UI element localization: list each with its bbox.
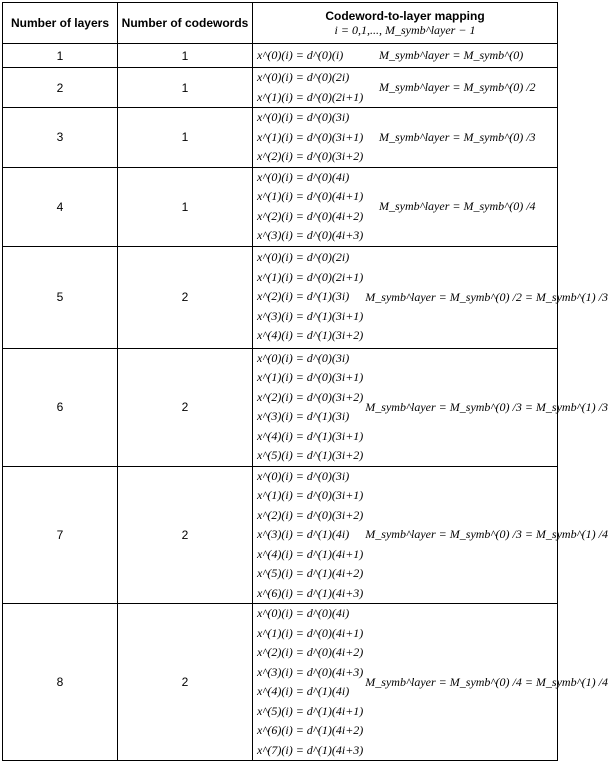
mapping-equation: x^(3)(i) = d^(1)(3i+1) xyxy=(257,308,364,323)
mapping-equation: x^(0)(i) = d^(0)(3i) xyxy=(257,110,350,124)
mapping-equation: x^(2)(i) = d^(0)(4i+2) xyxy=(257,645,364,659)
cell-mapping xyxy=(253,466,608,604)
mapping-wrapper xyxy=(253,168,557,246)
mapping-equation: x^(4)(i) = d^(1)(3i+2) xyxy=(257,328,364,343)
cell-number-of-layers: 5 xyxy=(3,246,118,348)
table-row xyxy=(3,44,558,68)
mapping-equation: x^(1)(i) = d^(0)(4i+1) xyxy=(257,625,364,640)
mapping-wrapper xyxy=(253,248,608,346)
codeword-to-layer-mapping-table xyxy=(2,2,608,761)
header-mapping-title: Codeword-to-layer mapping xyxy=(325,9,485,23)
equation-list xyxy=(253,108,377,167)
table-row xyxy=(3,167,558,246)
table-header-row xyxy=(3,3,558,44)
mapping-equation: x^(4)(i) = d^(1)(4i+1) xyxy=(257,546,364,561)
table-body xyxy=(3,44,608,761)
cell-number-of-codewords: 2 xyxy=(118,466,253,604)
mapping-equation: x^(1)(i) = d^(0)(2i+1) xyxy=(257,269,364,284)
mapping-equation: x^(0)(i) = d^(0)(3i) xyxy=(257,468,350,483)
cell-number-of-codewords: 1 xyxy=(118,44,253,68)
cell-number-of-codewords: 1 xyxy=(118,167,253,246)
cell-number-of-layers: 8 xyxy=(3,604,118,761)
equation-list xyxy=(253,168,377,246)
symbol-count-relation: M_symb^layer = M_symb^(0) /3 xyxy=(379,129,536,144)
mapping-equation: x^(3)(i) = d^(0)(4i+3) xyxy=(257,664,364,679)
mapping-equation: x^(0)(i) = d^(0)(2i) xyxy=(257,250,350,265)
mapping-equation: x^(1)(i) = d^(0)(3i+1) xyxy=(257,129,364,144)
mapping-wrapper xyxy=(253,349,608,466)
mapping-equation: x^(6)(i) = d^(1)(4i+3) xyxy=(257,585,364,600)
cell-number-of-layers: 3 xyxy=(3,108,118,168)
mapping-equation: x^(4)(i) = d^(1)(4i) xyxy=(257,684,350,698)
mapping-equation: x^(0)(i) = d^(0)(2i) xyxy=(257,70,350,84)
cell-mapping xyxy=(253,108,558,168)
cell-number-of-layers: 7 xyxy=(3,466,118,604)
mapping-wrapper xyxy=(253,604,608,760)
table-row xyxy=(3,246,558,348)
mapping-equation: x^(1)(i) = d^(0)(4i+1) xyxy=(257,189,364,203)
mapping-equation: x^(2)(i) = d^(0)(4i+2) xyxy=(257,208,364,223)
equation-list xyxy=(253,46,377,66)
mapping-equation: x^(1)(i) = d^(0)(3i+1) xyxy=(257,488,364,502)
header-mapping-index-range: i = 0,1,..., M_symb^layer − 1 xyxy=(334,23,476,37)
symbol-count-relation: M_symb^layer = M_symb^(0) /2 = M_symb^(1) /3 xyxy=(365,289,608,304)
mapping-equation: x^(5)(i) = d^(1)(4i+1) xyxy=(257,703,364,718)
table-row xyxy=(3,108,558,168)
cell-mapping xyxy=(253,604,608,761)
cell-mapping xyxy=(253,167,558,246)
symbol-count-relation: M_symb^layer = M_symb^(0) /3 = M_symb^(1) /4 xyxy=(365,527,608,542)
cell-number-of-codewords: 2 xyxy=(118,604,253,761)
table-row xyxy=(3,348,558,466)
mapping-equation: x^(0)(i) = d^(0)(3i) xyxy=(257,350,350,365)
mapping-equation: x^(0)(i) = d^(0)(i) xyxy=(257,47,344,62)
mapping-wrapper xyxy=(253,68,557,107)
equation-list xyxy=(253,349,363,466)
equation-list xyxy=(253,604,363,760)
mapping-equation: x^(2)(i) = d^(0)(3i+2) xyxy=(257,149,364,163)
table-row xyxy=(3,604,558,761)
mapping-equation: x^(0)(i) = d^(0)(4i) xyxy=(257,169,350,184)
mapping-wrapper xyxy=(253,46,557,66)
mapping-equation: x^(5)(i) = d^(1)(3i+2) xyxy=(257,448,364,462)
cell-number-of-layers: 2 xyxy=(3,68,118,108)
table-row xyxy=(3,466,558,604)
mapping-equation: x^(6)(i) = d^(1)(4i+2) xyxy=(257,723,364,737)
mapping-equation: x^(0)(i) = d^(0)(4i) xyxy=(257,606,350,620)
mapping-equation: x^(3)(i) = d^(1)(3i) xyxy=(257,409,350,423)
header-mapping xyxy=(253,3,558,44)
mapping-equation: x^(4)(i) = d^(1)(3i+1) xyxy=(257,428,364,443)
cell-number-of-layers: 6 xyxy=(3,348,118,466)
mapping-equation: x^(2)(i) = d^(1)(3i) xyxy=(257,289,350,304)
symbol-count-relation: M_symb^layer = M_symb^(0) /3 = M_symb^(1) /3 xyxy=(365,399,608,414)
cell-number-of-layers: 4 xyxy=(3,167,118,246)
equation-list xyxy=(253,467,363,604)
mapping-equation: x^(3)(i) = d^(1)(4i) xyxy=(257,527,350,541)
cell-number-of-layers: 1 xyxy=(3,44,118,68)
mapping-equation: x^(7)(i) = d^(1)(4i+3) xyxy=(257,742,364,757)
equation-list xyxy=(253,68,377,107)
cell-mapping xyxy=(253,348,608,466)
symbol-count-relation: M_symb^layer = M_symb^(0) /4 = M_symb^(1) /4 xyxy=(365,674,608,689)
symbol-count-relation: M_symb^layer = M_symb^(0) /2 xyxy=(379,80,536,94)
cell-number-of-codewords: 1 xyxy=(118,108,253,168)
cell-number-of-codewords: 2 xyxy=(118,348,253,466)
mapping-wrapper xyxy=(253,467,608,604)
cell-mapping xyxy=(253,68,558,108)
cell-mapping xyxy=(253,246,608,348)
cell-mapping xyxy=(253,44,558,68)
mapping-equation: x^(2)(i) = d^(0)(3i+2) xyxy=(257,389,364,404)
header-number-of-layers: Number of layers xyxy=(3,3,118,44)
mapping-wrapper xyxy=(253,108,557,167)
equation-list xyxy=(253,248,363,346)
mapping-equation: x^(1)(i) = d^(0)(2i+1) xyxy=(257,89,364,104)
mapping-equation: x^(2)(i) = d^(0)(3i+2) xyxy=(257,507,364,522)
table-row xyxy=(3,68,558,108)
mapping-equation: x^(3)(i) = d^(0)(4i+3) xyxy=(257,228,364,242)
cell-number-of-codewords: 2 xyxy=(118,246,253,348)
header-number-of-codewords: Number of codewords xyxy=(118,3,253,44)
symbol-count-relation: M_symb^layer = M_symb^(0) /4 xyxy=(379,199,536,213)
cell-number-of-codewords: 1 xyxy=(118,68,253,108)
symbol-count-relation: M_symb^layer = M_symb^(0) xyxy=(379,48,524,62)
mapping-equation: x^(1)(i) = d^(0)(3i+1) xyxy=(257,370,364,384)
mapping-equation: x^(5)(i) = d^(1)(4i+2) xyxy=(257,566,364,580)
